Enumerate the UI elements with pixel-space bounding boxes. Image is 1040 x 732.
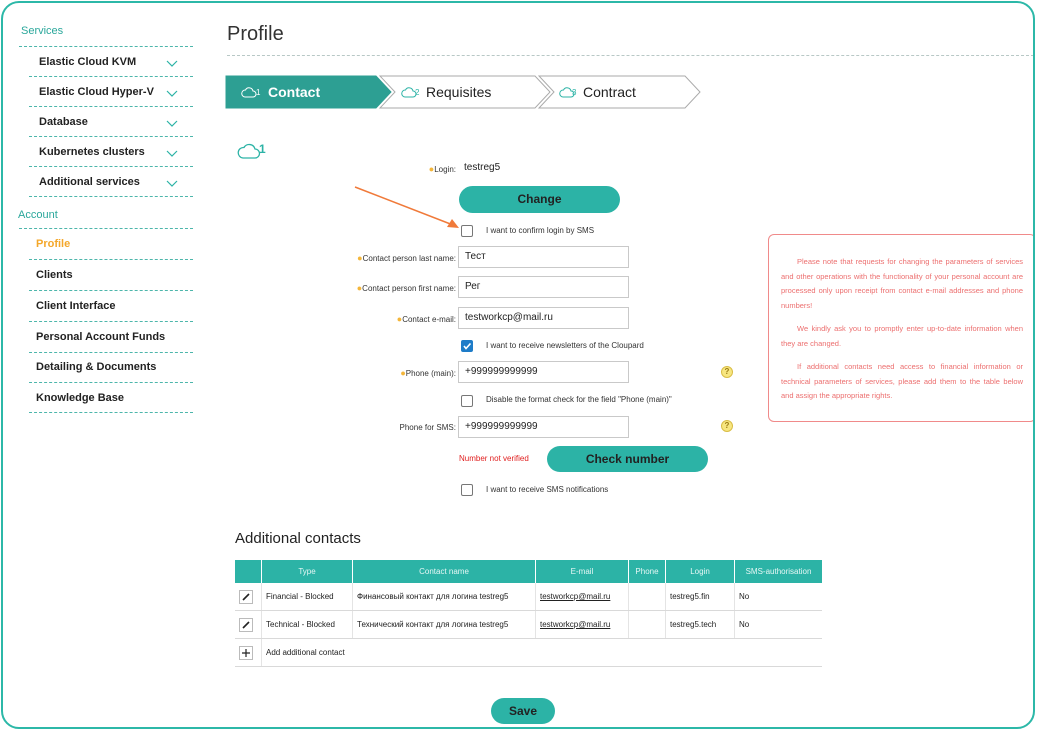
cell-email[interactable]: testworkcp@mail.ru <box>536 611 629 639</box>
step-number: 3 <box>572 88 577 97</box>
add-cell <box>235 639 262 667</box>
phone-sms-field[interactable]: +999999999999 <box>458 416 629 438</box>
divider <box>29 259 193 260</box>
sms-notifications-checkbox[interactable] <box>461 484 473 496</box>
table-header-email: E-mail <box>536 560 629 583</box>
pencil-icon <box>240 591 252 603</box>
table-header-type: Type <box>262 560 353 583</box>
sms-notifications-label: I want to receive SMS notifications <box>486 485 609 494</box>
page-title: Profile <box>227 23 284 45</box>
notice-paragraph: We kindly ask you to promptly enter up-to-date information when they are changed. <box>781 324 1023 348</box>
additional-contacts-table <box>235 560 822 667</box>
section-number: 1 <box>259 142 266 156</box>
divider <box>29 196 193 197</box>
disable-format-check-label: Disable the format check for the field "Phone (main)" <box>486 395 672 404</box>
chevron-down-icon[interactable] <box>166 147 178 159</box>
add-contact-label[interactable]: Add additional contact <box>262 639 823 667</box>
sidebar-item-personal-account-funds[interactable]: Personal Account Funds <box>36 331 166 343</box>
tab-contract[interactable] <box>559 84 699 102</box>
sidebar-item-additional-services[interactable]: Additional services <box>39 176 140 188</box>
sidebar-services-heading: Services <box>21 25 64 37</box>
divider <box>19 46 193 47</box>
check-number-button[interactable]: Check number <box>547 446 708 472</box>
step-label: Contact <box>268 84 321 100</box>
change-login-button[interactable]: Change <box>459 186 620 213</box>
annotation-arrow-icon <box>353 183 463 231</box>
newsletter-checkbox[interactable] <box>461 340 473 352</box>
edit-button[interactable] <box>239 618 253 632</box>
table-row <box>235 583 822 611</box>
pencil-icon <box>240 619 252 631</box>
cloud-icon <box>241 86 257 98</box>
table-header-actions <box>235 560 262 583</box>
additional-contacts-heading: Additional contacts <box>235 530 361 547</box>
divider <box>29 382 193 383</box>
divider <box>227 55 1035 56</box>
cell-sms-authorisation: No <box>735 611 823 639</box>
edit-button[interactable] <box>239 590 253 604</box>
tab-contact[interactable] <box>241 84 381 102</box>
edit-cell <box>235 583 262 611</box>
chevron-down-icon[interactable] <box>166 87 178 99</box>
cloud-icon <box>237 140 261 160</box>
email-label: ●Contact e-mail: <box>396 314 456 324</box>
sidebar-account-heading: Account <box>18 209 58 221</box>
cell-login: testreg5.fin <box>666 583 735 611</box>
add-contact-row <box>235 639 822 667</box>
cell-login: testreg5.tech <box>666 611 735 639</box>
edit-cell <box>235 611 262 639</box>
cell-type: Financial - Blocked <box>262 583 353 611</box>
chevron-down-icon[interactable] <box>166 177 178 189</box>
divider <box>29 352 193 353</box>
divider <box>29 106 193 107</box>
sidebar-item-detailing-documents[interactable]: Detailing & Documents <box>36 361 157 373</box>
sidebar-item-client-interface[interactable]: Client Interface <box>36 300 116 312</box>
divider <box>29 321 193 322</box>
table-header-phone: Phone <box>629 560 666 583</box>
last-name-label: ●Contact person last name: <box>357 253 456 263</box>
table-header-contact-name: Contact name <box>353 560 536 583</box>
step-label: Requisites <box>426 84 492 100</box>
first-name-label: ●Contact person first name: <box>356 283 456 293</box>
cell-contact-name: Технический контакт для логина testreg5 <box>353 611 536 639</box>
number-status: Number not verified <box>459 454 529 463</box>
divider <box>29 290 193 291</box>
newsletter-label: I want to receive newsletters of the Cloupard <box>486 341 644 350</box>
help-icon[interactable]: ? <box>721 420 733 432</box>
save-button[interactable]: Save <box>491 698 555 724</box>
chevron-down-icon[interactable] <box>166 57 178 69</box>
confirm-login-sms-checkbox[interactable] <box>461 225 473 237</box>
table-header-row <box>235 560 822 583</box>
step-number: 1 <box>256 88 261 97</box>
login-value: testreg5 <box>464 162 501 173</box>
contact-notice <box>768 234 1035 422</box>
last-name-field[interactable]: Тест <box>458 246 629 268</box>
cell-contact-name: Финансовый контакт для логина testreg5 <box>353 583 536 611</box>
cell-sms-authorisation: No <box>735 583 823 611</box>
confirm-login-sms-label: I want to confirm login by SMS <box>486 226 595 235</box>
cell-phone <box>629 583 666 611</box>
sidebar-item-clients[interactable]: Clients <box>36 269 73 281</box>
window-frame <box>1 1 1035 729</box>
phone-sms-label: Phone for SMS: <box>399 423 456 432</box>
sidebar-item-knowledge-base[interactable]: Knowledge Base <box>36 392 125 404</box>
disable-format-check-checkbox[interactable] <box>461 395 473 407</box>
cell-email[interactable]: testworkcp@mail.ru <box>536 583 629 611</box>
notice-paragraph: If additional contacts need access to financial information or technical parameters of services, please add them to the table below and assign the appropriate rights. <box>781 362 1023 400</box>
divider <box>29 166 193 167</box>
table-header-login: Login <box>666 560 735 583</box>
table-header-sms-authorisation: SMS-authorisation <box>735 560 823 583</box>
chevron-down-icon[interactable] <box>166 117 178 129</box>
cell-type: Technical - Blocked <box>262 611 353 639</box>
phone-main-label: ●Phone (main): <box>400 368 456 378</box>
sidebar-item-kubernetes-clusters[interactable]: Kubernetes clusters <box>39 146 145 158</box>
divider <box>29 76 193 77</box>
plus-icon <box>240 647 252 659</box>
help-icon[interactable]: ? <box>721 366 733 378</box>
table-row <box>235 611 822 639</box>
sidebar-item-profile[interactable]: Profile <box>36 238 71 250</box>
email-field[interactable]: testworkcp@mail.ru <box>458 307 629 329</box>
login-label: ●Login: <box>428 164 456 174</box>
first-name-field[interactable]: Рег <box>458 276 629 298</box>
step-number: 2 <box>415 88 420 97</box>
step-label: Contract <box>583 84 636 100</box>
divider <box>29 412 193 413</box>
cell-phone <box>629 611 666 639</box>
divider <box>19 228 193 229</box>
divider <box>29 136 193 137</box>
notice-paragraph: Please note that requests for changing the parameters of services and other operations with the functionality of your personal account are processed only upon receipt from contact e-mail addresses and phone numbers! <box>781 257 1023 310</box>
sidebar-item-database[interactable]: Database <box>39 116 88 128</box>
sidebar-item-elastic-cloud-kvm[interactable]: Elastic Cloud KVM <box>39 56 137 68</box>
phone-main-field[interactable]: +999999999999 <box>458 361 629 383</box>
add-contact-button[interactable] <box>239 646 253 660</box>
tab-requisites[interactable] <box>401 84 541 102</box>
checkmark-icon <box>462 341 472 351</box>
sidebar-item-elastic-cloud-hyper-v[interactable]: Elastic Cloud Hyper-V <box>39 86 154 98</box>
